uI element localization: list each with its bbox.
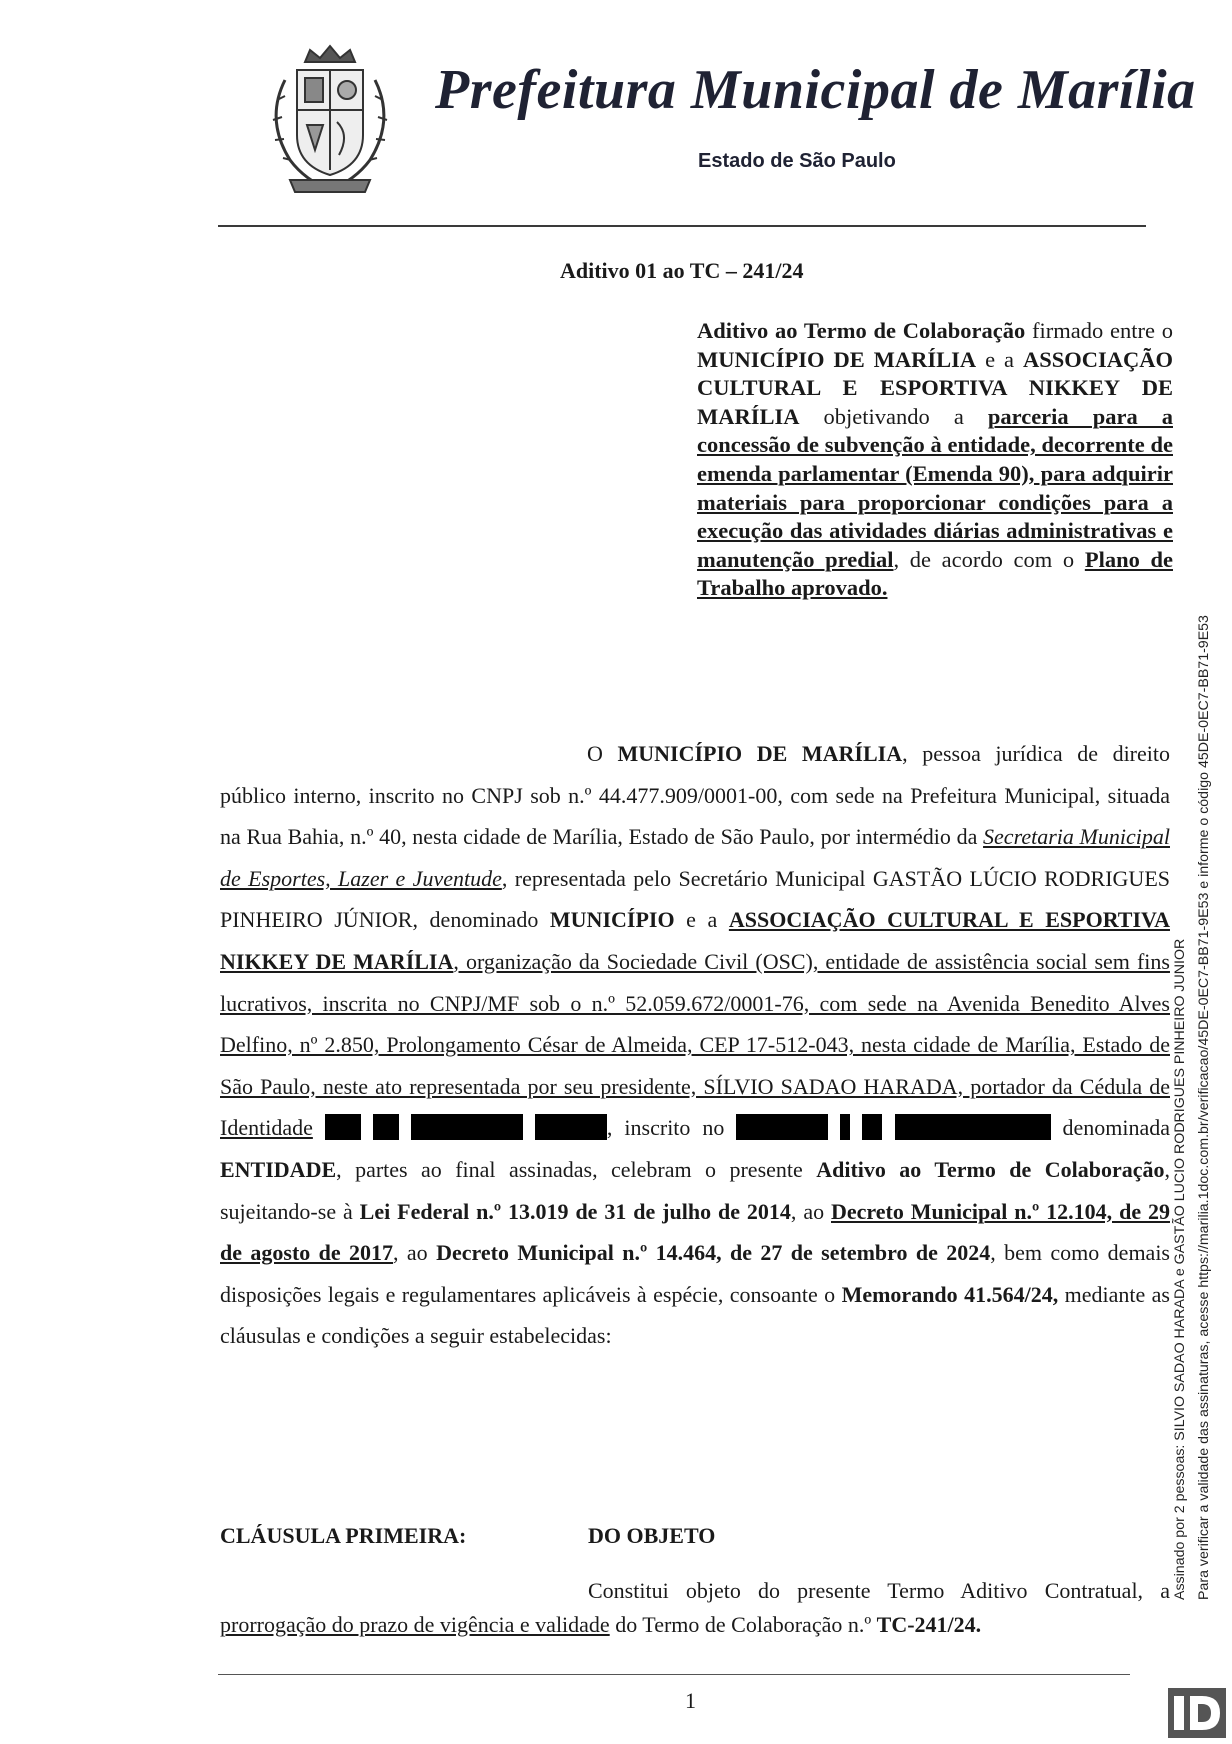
redaction-bar <box>411 1114 523 1140</box>
redaction-bar <box>325 1114 361 1140</box>
redaction-bar <box>736 1114 828 1140</box>
document-title: Aditivo 01 ao TC – 241/24 <box>560 258 804 283</box>
municipal-coat-of-arms-icon <box>255 40 405 210</box>
signature-stamp-verification: Para verificar a validade das assinaturas, acesse https://marilia.1doc.com.br/verificacao/45DE-0EC7-BB71-9E53 e informe o código 45DE-0EC7-BB71-9E53 <box>1196 615 1212 1600</box>
redaction-bar <box>862 1114 882 1140</box>
signature-stamp <box>1168 560 1216 1600</box>
state-subtitle: Estado de São Paulo <box>698 150 896 172</box>
signature-stamp-signers: Assinado por 2 pessoas: SILVIO SADAO HARADA e GASTÃO LUCIO RODRIGUES PINHEIRO JUNIOR <box>1172 938 1188 1600</box>
redaction-bar <box>840 1114 850 1140</box>
1doc-logo-icon <box>1168 1688 1226 1738</box>
page-number: 1 <box>685 1688 696 1713</box>
redaction-bar <box>895 1114 1051 1140</box>
clause-paragraph: Constitui objeto do presente Termo Aditivo Contratual, a prorrogação do prazo de vigência e validade do Termo de Colaboração n.º TC-241/24. <box>220 1578 1170 1637</box>
preamble-paragraph: O MUNICÍPIO DE MARÍLIA, pessoa jurídica de direito público interno, inscrito no CNPJ sob n.º 44.477.909/0001-00, com sede na Prefeitura Municipal, situada na Rua Bahia, n.º 40, nesta cidade de Marília, Estado de São Paulo, por intermédio da Secretaria Municipal de Esportes, Lazer e Juventude, representada pelo Secretário Municipal GASTÃO LÚCIO RODRIGUES PINHEIRO JÚNIOR, denominado MUNICÍPIO e a ASSOCIAÇÃO CULTURAL E ESPORTIVA NIKKEY DE MARÍLIA, organização da Sociedade Civil (OSC), entidade de assistência social sem fins lucrativos, inscrita no CNPJ/MF sob o n.º 52.059.672/0001-76, com sede na Avenida Benedito Alves Delfino, nº 2.850, Prolongamento César de Almeida, CEP 17-512-043, nesta cidade de Marília, Estado de São Paulo, neste ato representada por seu presidente, SÍLVIO SADAO HARADA, portador da Cédula de Identidade , inscrito no denominada ENTIDADE, partes ao final assinadas, celebram o presente Aditivo ao Termo de Colaboração, sujeitando-se à Lei Federal n.º 13.019 de 31 de julho de 2014, ao Decreto Municipal n.º 12.104, de 29 de agosto de 2017, ao Decreto Municipal n.º 14.464, de 27 de setembro de 2024, bem como demais disposições legais e regulamentares aplicáveis à espécie, consoante o Memorando 41.564/24, mediante as cláusulas e condições a seguir estabelecidas: <box>220 741 1171 1349</box>
redaction-bar <box>373 1114 399 1140</box>
clause-heading: DO OBJETO <box>588 1523 716 1548</box>
municipality-title: Prefeitura Municipal de Marília <box>435 59 1196 121</box>
ementa-summary: Aditivo ao Termo de Colaboração firmado entre o MUNICÍPIO DE MARÍLIA e a ASSOCIAÇÃO CULTURAL E ESPORTIVA NIKKEY DE MARÍLIA objetivando a parceria para a concessão de subvenção à entidade, decorrente de emenda parlamentar (Emenda 90), para adquirir materiais para proporcionar condições para a execução das atividades diárias administrativas e manutenção predial, de acordo com o Plano de Trabalho aprovado. <box>697 318 1173 601</box>
footer-divider <box>218 1674 1130 1675</box>
header-divider <box>218 225 1146 227</box>
clause-label: CLÁUSULA PRIMEIRA: <box>220 1523 467 1548</box>
redaction-bar <box>535 1114 607 1140</box>
